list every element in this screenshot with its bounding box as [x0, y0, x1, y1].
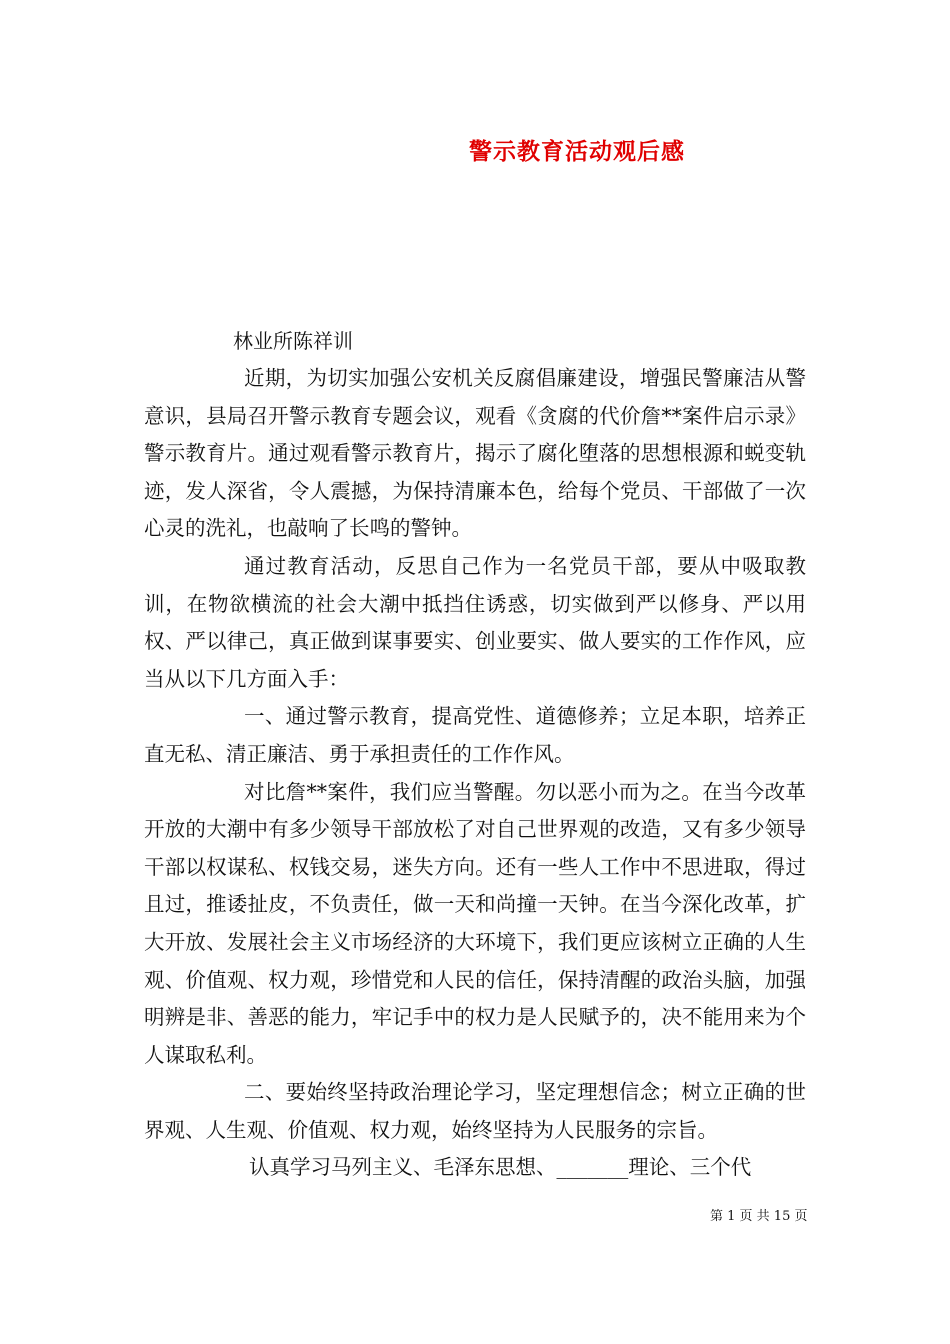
paragraph-case-comparison: 对比詹**案件，我们应当警醒。勿以恶小而为之。在当今改革开放的大潮中有多少领导干部放松了对自己世界观的改造，又有多少领导干部以权谋私、权钱交易，迷失方向。还有一些人工作中不思进取，得过且过，推诿扯皮，不负责任，做一天和尚撞一天钟。在当今深化改革，扩大开放、发展社会主义市场经济的大环境下，我们更应该树立正确的人生观、价值观、权力观，珍惜党和人民的信任，保持清醒的政治头脑，加强明辨是非、善恶的能力，牢记手中的权力是人民赋予的，决不能用来为个人谋取私利。: [144, 779, 806, 1067]
paragraph-point-two: 二、要始终坚持政治理论学习，坚定理想信念；树立正确的世界观、人生观、价值观、权力观，始终坚持为人民服务的宗旨。: [144, 1080, 806, 1142]
paragraph-intro: 近期，为切实加强公安机关反腐倡廉建设，增强民警廉洁从警意识，县局召开警示教育专题会议，观看《贪腐的代价詹**案件启示录》警示教育片。通过观看警示教育片，揭示了腐化堕落的思想根源和蜕变轨迹，发人深省，令人震撼，为保持清廉本色，给每个党员、干部做了一次心灵的洗礼，也敲响了长鸣的警钟。: [144, 366, 806, 541]
document-title: 警示教育活动观后感: [469, 138, 685, 165]
paragraph-point-one: 一、通过警示教育，提高党性、道德修养；立足本职，培养正直无私、清正廉洁、勇于承担责任的工作作风。: [144, 704, 806, 766]
paragraph-reflection: 通过教育活动，反思自己作为一名党员干部，要从中吸取教训，在物欲横流的社会大潮中抵挡住诱惑，切实做到严以修身、严以用权、严以律己，真正做到谋事要实、创业要实、做人要实的工作作风，应当从以下几方面入手：: [144, 553, 806, 691]
author-line: 林业所陈祥训: [233, 329, 353, 353]
paragraph-study: 认真学习马列主义、毛泽东思想、_______理论、三个代: [249, 1155, 752, 1180]
document-body: [144, 360, 806, 1187]
page-footer: 第 1 页 共 15 页: [710, 1209, 808, 1224]
